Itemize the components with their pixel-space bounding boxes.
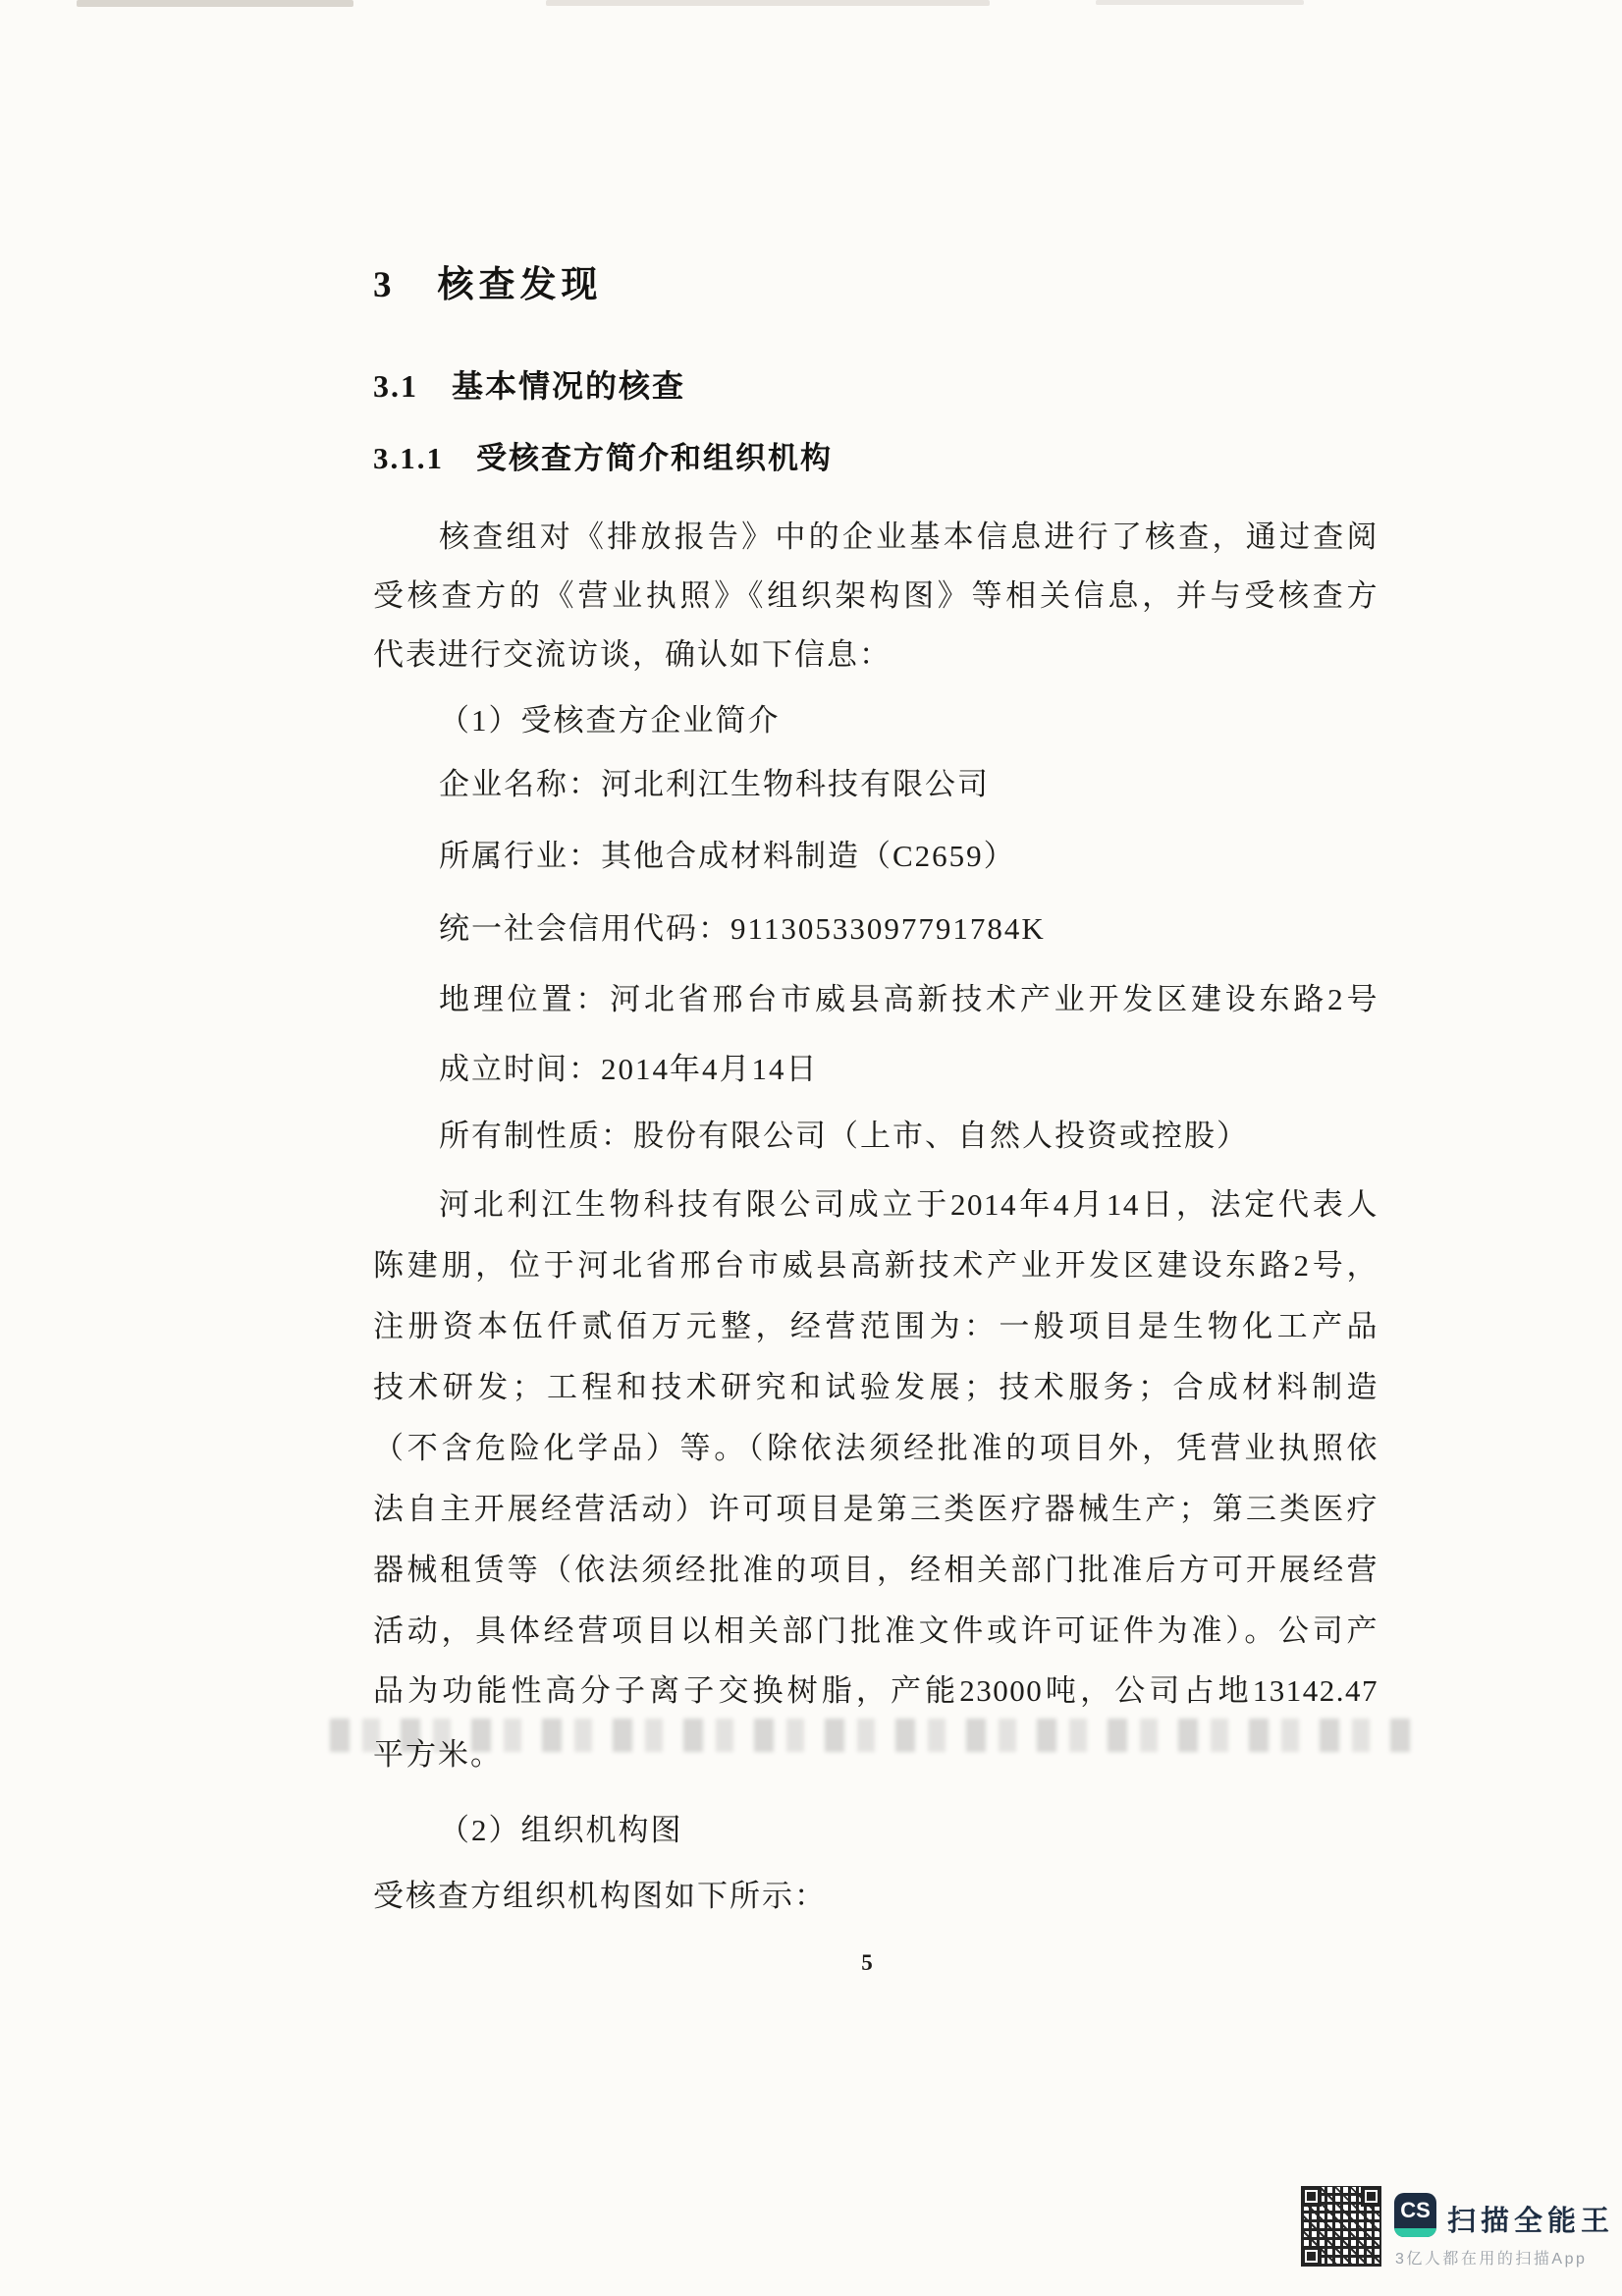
camscanner-app-name: 扫描全能王 <box>1447 2206 1615 2237</box>
qr-finder-icon <box>1301 2186 1322 2207</box>
scan-artifact-strip <box>546 0 990 6</box>
scan-artifact-strip <box>1096 0 1304 5</box>
subsection-heading: 3.1 基本情况的核查 <box>373 368 686 404</box>
camscanner-logo-text: CS <box>1400 2198 1431 2222</box>
camscanner-logo-teal-bar <box>1394 2228 1436 2237</box>
info-line-ownership: 所有制性质：股份有限公司（上市、自然人投资或控股） <box>439 1119 1249 1153</box>
text-line: 平方米。 <box>373 1737 503 1772</box>
subsubsection-heading: 3.1.1 受核查方简介和组织机构 <box>373 441 833 475</box>
info-line-founding-date: 成立时间：2014年4月14日 <box>439 1052 819 1086</box>
text-line: 陈建朋，位于河北省邢台市威县高新技术产业开发区建设东路2号， <box>373 1248 1379 1283</box>
scan-artifact-strip <box>77 0 353 7</box>
page-number: 5 <box>861 1950 873 1975</box>
qr-finder-icon <box>1361 2186 1381 2207</box>
text-line: 代表进行交流访谈，确认如下信息： <box>373 637 892 672</box>
text-line: 法自主开展经营活动）许可项目是第三类医疗器械生产；第三类医疗 <box>373 1492 1379 1526</box>
info-line-location: 地理位置：河北省邢台市威县高新技术产业开发区建设东路2号 <box>439 982 1379 1016</box>
list-item-heading: （1）受核查方企业简介 <box>439 703 781 738</box>
text-line: 核查组对《排放报告》中的企业基本信息进行了核查，通过查阅 <box>439 519 1379 554</box>
text-line: 器械租赁等（依法须经批准的项目，经相关部门批准后方可开展经营 <box>373 1553 1379 1587</box>
info-line-industry: 所属行业：其他合成材料制造（C2659） <box>439 839 1016 873</box>
text-line: 受核查方组织机构图如下所示： <box>373 1879 827 1913</box>
list-item-heading: （2）组织机构图 <box>439 1813 683 1847</box>
text-line: 河北利江生物科技有限公司成立于2014年4月14日，法定代表人 <box>439 1187 1379 1222</box>
section-heading: 3 核查发现 <box>373 265 603 305</box>
text-line: 受核查方的《营业执照》《组织架构图》等相关信息，并与受核查方 <box>373 578 1379 613</box>
camscanner-logo-icon <box>1394 2193 1436 2237</box>
camscanner-tagline: 3亿人都在用的扫描App <box>1395 2251 1588 2268</box>
text-line: （不含危险化学品）等。（除依法须经批准的项目外，凭营业执照依 <box>373 1431 1379 1465</box>
qr-code <box>1301 2186 1381 2267</box>
text-line: 活动，具体经营项目以相关部门批准文件或许可证件为准）。公司产 <box>373 1613 1379 1648</box>
qr-finder-icon <box>1301 2246 1322 2267</box>
text-line: 技术研发；工程和技术研究和试验发展；技术服务；合成材料制造 <box>373 1370 1379 1404</box>
info-line-credit-code: 统一社会信用代码：91130533097791784K <box>439 911 1046 946</box>
text-line: 品为功能性高分子离子交换树脂，产能23000吨，公司占地13142.47 <box>373 1673 1379 1708</box>
info-line-company-name: 企业名称：河北利江生物科技有限公司 <box>439 767 990 801</box>
text-line: 注册资本伍仟贰佰万元整，经营范围为：一般项目是生物化工产品 <box>373 1309 1379 1343</box>
